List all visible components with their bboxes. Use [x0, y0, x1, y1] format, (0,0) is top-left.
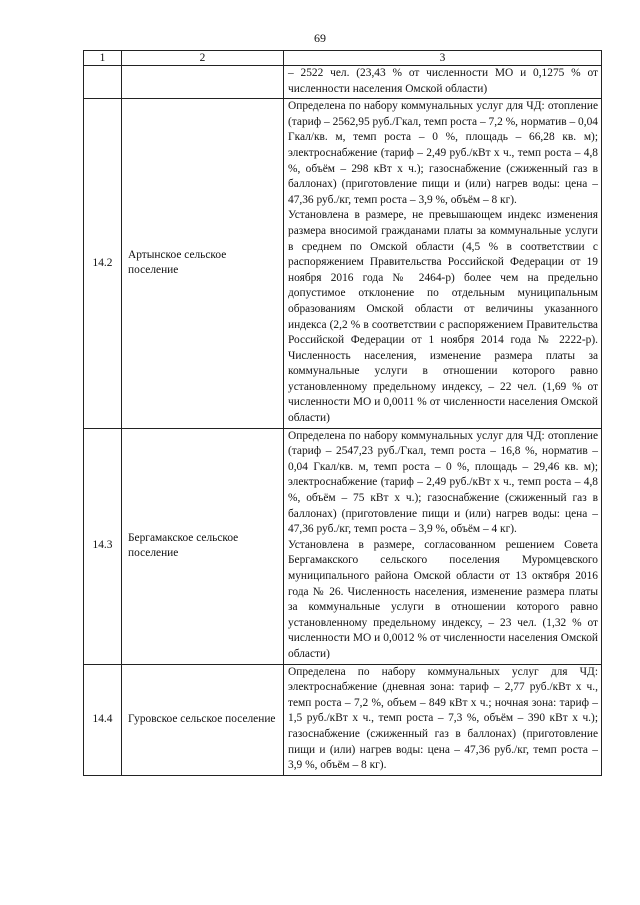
- header-col-3: 3: [284, 51, 602, 66]
- continuation-row: [84, 66, 602, 99]
- continuation-text: – 2522 чел. (23,43 % от численности МО и 0,1275 % от численности населения Омской области): [284, 66, 602, 99]
- description-paragraph: Установлена в размере, не превышающем индекс изменения размера вносимой гражданами платы за коммунальные услуги в среднем по Омской области (4,5 % в соответствии с распоряжением Правительства Российской Федерации от 19 ноября 2016 года № 2464-р) более чем на предельно допустимое отклонение по отдельным муниципальным образованиям Омской области от величины указанного индекса (2,2 % в соответствии с распоряжением Правительства Российской Федерации от 1 ноября 2014 года № 2222-р). Численность населения, изменение размера платы за коммунальные услуги в отношении которого равно установленному предельному индексу, – 22 чел. (1,69 % от численности МО и 0,0011 % от численности населения Омской области): [288, 209, 598, 425]
- settlement-name: Бергамакское сельское поселение: [122, 428, 284, 664]
- description-paragraph: Определена по набору коммунальных услуг для ЧД: отопление (тариф – 2547,23 руб./Гкал, темп роста – 16,8 %, норматив – 0,04 Гкал/кв. м, темп роста – 0 %, площадь – 29,46 кв. м); электроснабжение (тариф – 2,49 руб./кВт х ч., темп роста – 4,8 %, объём – 75 кВт х ч.); газоснабжение (сжиженный газ в баллонах) (приготовление пищи и (или) нагрев воды: цена – 47,36 руб./кг, темп роста – 3,9 %, объём – 4 кг).: [288, 429, 598, 536]
- settlement-name: Артынское сельское поселение: [122, 99, 284, 428]
- row-number: 14.4: [84, 664, 122, 775]
- row-description: [284, 428, 602, 664]
- header-col-1: 1: [84, 51, 122, 66]
- settlement-name: Гуровское сельское поселение: [122, 664, 284, 775]
- header-col-2: 2: [122, 51, 284, 66]
- table-row: [84, 99, 602, 428]
- row-number: 14.3: [84, 428, 122, 664]
- tariff-table: [83, 50, 602, 776]
- table-header-row: [84, 51, 602, 66]
- description-paragraph: Установлена в размере, согласованном решением Совета Бергамакского сельского поселения Муромцевского муниципального района Омской области от 13 октября 2016 года № 26. Численность населения, изменение размера платы за коммунальные услуги в отношении которого равно установленному предельному индексу, – 23 чел. (1,32 % от численности МО и 0,0012 % от численности населения Омской области): [288, 538, 598, 660]
- continuation-num-cell: [84, 66, 122, 99]
- row-number: 14.2: [84, 99, 122, 428]
- table-row: [84, 428, 602, 664]
- description-paragraph: Определена по набору коммунальных услуг для ЧД: отопление (тариф – 2562,95 руб./Гкал, темп роста – 7,2 %, норматив – 0,04 Гкал/кв. м, темп роста – 0 %, площадь – 66,28 кв. м); электроснабжение (тариф – 2,49 руб./кВт х ч., темп роста – 4,8 %, объём – 298 кВт х ч.); газоснабжение (сжиженный газ в баллонах) (приготовление пищи и (или) нагрев воды: цена – 47,36 руб./кг, темп роста – 3,9 %, объём – 8 кг).: [288, 100, 598, 206]
- row-description: [284, 664, 602, 775]
- table-row: [84, 664, 602, 775]
- row-description: [284, 99, 602, 428]
- page-number: 69: [314, 31, 326, 45]
- continuation-name-cell: [122, 66, 284, 99]
- description-paragraph: Определена по набору коммунальных услуг для ЧД: электроснабжение (дневная зона: тариф – 2,77 руб./кВт х ч., темп роста – 7,2 %, объем – 849 кВт х ч.; ночная зона: тариф – 1,5 руб./кВт х ч., темп роста – 7,3 %, объём – 390 кВт х ч.); газоснабжение (сжиженный газ в баллонах) (приготовление пищи и (или) нагрев воды: цена – 47,36 руб./кг, темп роста – 3,9 %, объём – 8 кг).: [288, 665, 598, 772]
